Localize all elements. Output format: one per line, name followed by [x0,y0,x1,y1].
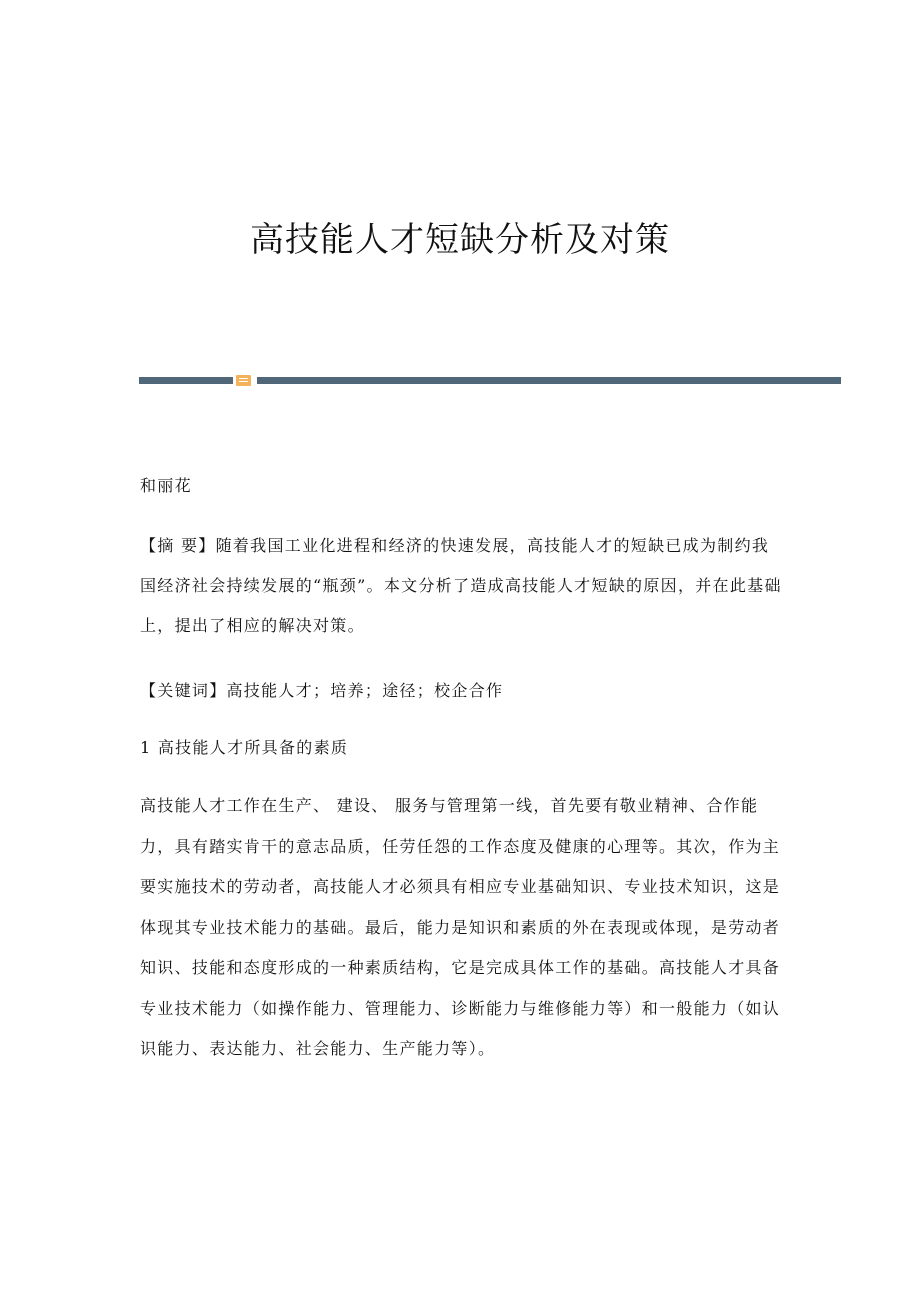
body-paragraph: 高技能人才工作在生产、 建设、 服务与管理第一线，首先要有敬业精神、合作能力，具有踏实肯干的意志品质，任劳任怨的工作态度及健康的心理等。其次，作为主要实施技术的劳动者，高技能人才必须具有相应专业基础知识、专业技术知识，这是体现其专业技术能力的基础。最后，能力是知识和素质的外在表现或体现，是劳动者知识、技能和态度形成的一种素质结构，它是完成具体工作的基础。高技能人才具备专业技术能力（如操作能力、管理能力、诊断能力与维修能力等）和一般能力（如认识能力、表达能力、社会能力、生产能力等）。 [140,796,781,1058]
keywords-line: 【关键词】高技能人才；培养；途径；校企合作 [140,681,504,700]
abstract-paragraph: 【摘 要】随着我国工业化进程和经济的快速发展，高技能人才的短缺已成为制约我国经济社会持续发展的“瓶颈”。本文分析了造成高技能人才短缺的原因，并在此基础上，提出了相应的解决对策。 [140,536,782,635]
divider-bar-right [257,377,841,384]
divider-bar-left [139,377,233,384]
author-name: 和丽花 [140,476,192,495]
title-divider [139,375,841,385]
document-title: 高技能人才短缺分析及对策 [250,220,670,260]
section-heading: 1 高技能人才所具备的素质 [140,738,349,757]
document-icon [236,375,251,386]
